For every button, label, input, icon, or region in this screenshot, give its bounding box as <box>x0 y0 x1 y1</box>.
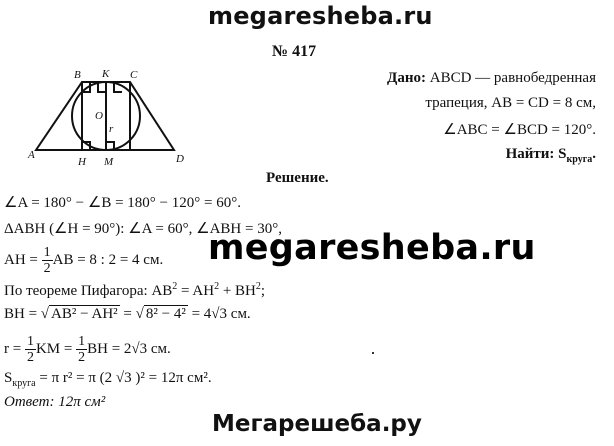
find-line <box>506 146 596 165</box>
solution-line-4: По теореме Пифагора: $AB^2 = AH^2 + BH^2$; <box>4 281 266 299</box>
fraction-half-1: $\frac{1}{2}$ <box>26 334 34 365</box>
answer-label: Ответ: <box>4 394 55 410</box>
answer-line <box>4 394 105 411</box>
label-d: D <box>176 153 184 165</box>
label-h: H <box>78 156 86 168</box>
solution-title: Решение. <box>266 170 329 186</box>
solution-line-5: BH = √ AB² − AH² = √ 8² − 4² = 4√3 см. <box>4 306 251 322</box>
given-line-2: трапеция, AB = CD = 8 см, <box>425 95 596 111</box>
given-label: Дано: <box>387 70 426 86</box>
label-b: B <box>74 69 81 81</box>
find-value: $S_{круга}$. <box>558 146 596 165</box>
answer-value: 12π см² <box>54 394 106 410</box>
given-text-1: ABCD — равнобедренная <box>429 70 596 86</box>
given-line-3: ∠ABC = ∠BCD = 120°. <box>443 122 596 138</box>
label-m: M <box>104 156 114 168</box>
stray-dot <box>372 352 374 354</box>
fraction-half-2: $\frac{1}{2}$ <box>78 334 86 365</box>
solution-line-3: AH = $\frac{1}{2}$ AB = 8 : 2 = 4 см. <box>4 245 164 276</box>
given-line-1 <box>387 70 596 87</box>
problem-number: № 417 <box>272 43 317 60</box>
trapezoid-figure <box>26 66 216 176</box>
watermark-top: megaresheba.ru <box>208 2 433 30</box>
find-label: Найти: <box>505 146 555 162</box>
label-r: r <box>109 123 114 135</box>
label-o: O <box>95 110 103 122</box>
label-k: K <box>102 68 110 80</box>
fraction-half: $\frac{1}{2}$ <box>43 245 51 276</box>
label-c: C <box>130 69 138 81</box>
solution-line-7: $S_{круга} = \pi$ r² = π (2 √3 )² = 12π см². <box>4 370 212 389</box>
watermark-middle: megaresheba.ru <box>208 228 536 268</box>
solution-line-6: r = $\frac{1}{2}$ KM = $\frac{1}{2}$ BH = 2√3 см. <box>4 334 171 365</box>
watermark-bottom: Мегарешеба.ру <box>212 411 422 437</box>
solution-line-1: ∠A = 180° − ∠B = 180° − 120° = 60°. <box>4 195 241 211</box>
label-a: A <box>28 149 35 161</box>
solution-line-2: ΔABH (∠H = 90°): ∠A = 60°, ∠ABH = 30°, <box>4 221 282 237</box>
